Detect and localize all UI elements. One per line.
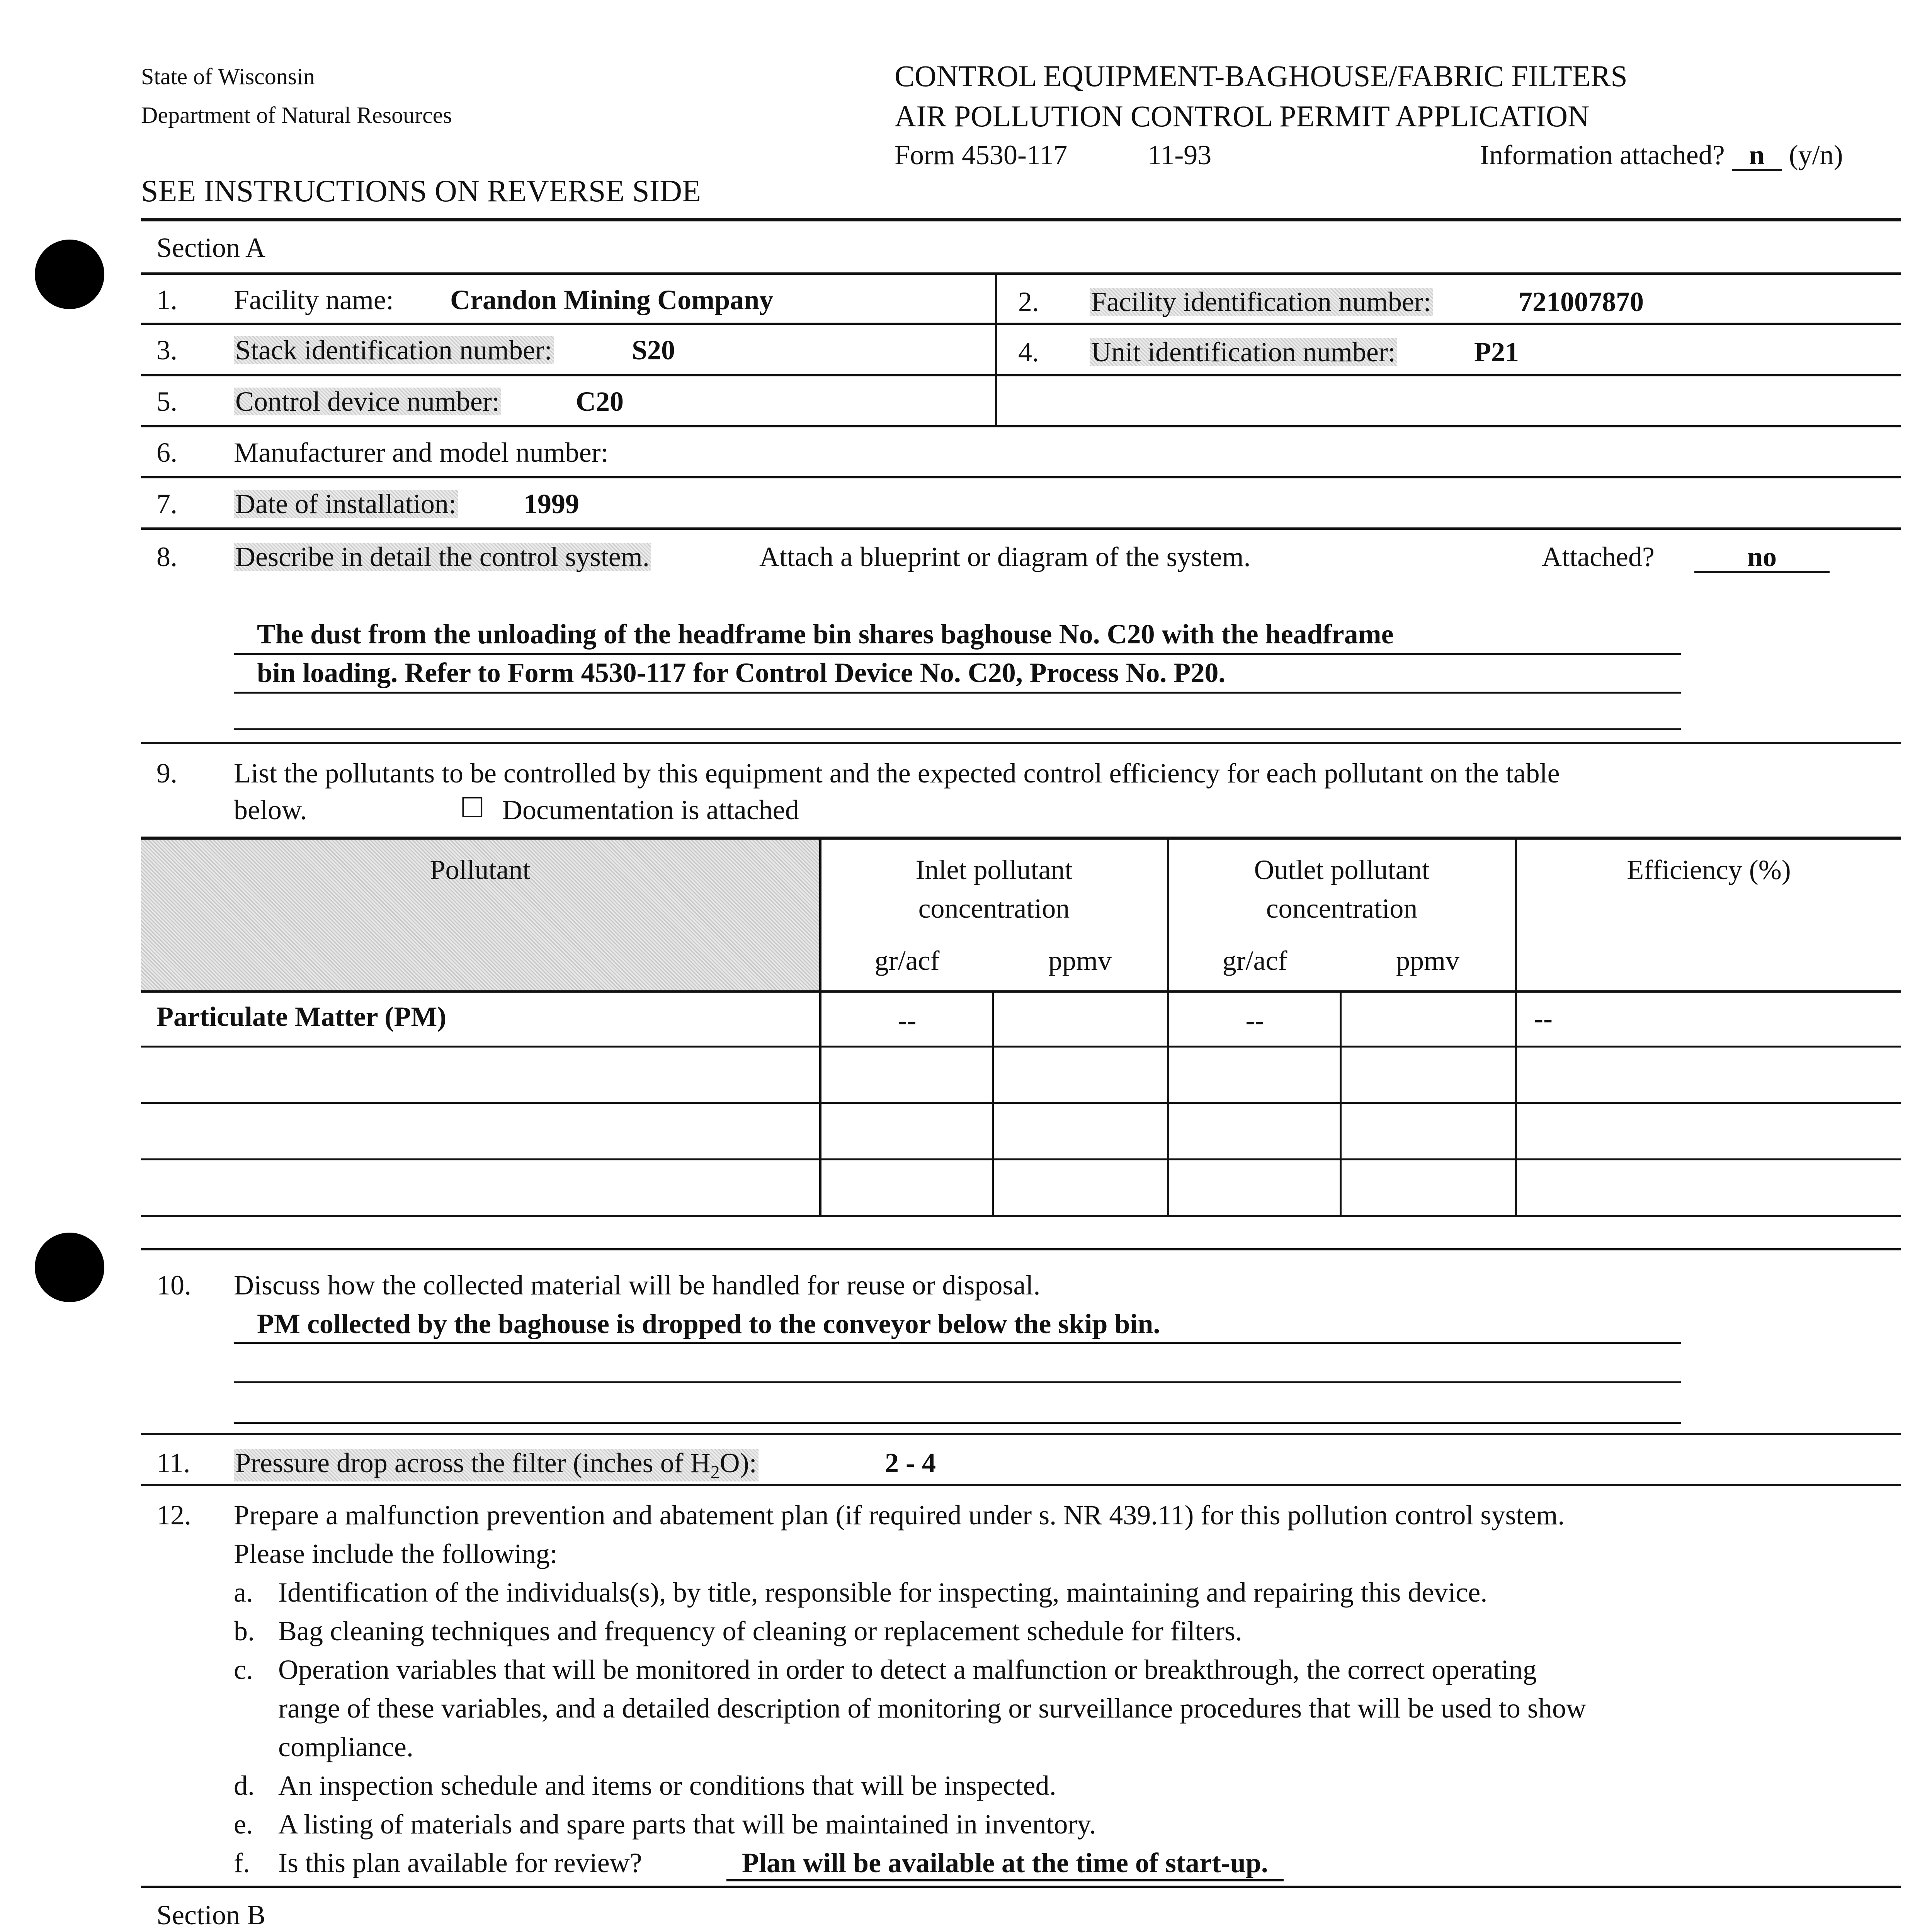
answer-line xyxy=(234,1422,1681,1424)
col-inlet-line2: concentration xyxy=(918,893,1070,924)
q8-num: 8. xyxy=(156,541,177,572)
q4-label: Unit identification number: xyxy=(1090,338,1397,366)
answer-line xyxy=(234,1381,1681,1383)
q8-instruction: Attach a blueprint or diagram of the system. xyxy=(759,541,1251,572)
q12-c-text-line2: range of these variables, and a detailed description of monitoring or surveillance procedures that will be used to show xyxy=(278,1693,1586,1724)
info-attached-label: Information attached? xyxy=(1480,139,1725,170)
documentation-checkbox[interactable]: ☐ xyxy=(460,793,485,823)
table-row-rule xyxy=(141,1158,1901,1160)
q12-d-text: An inspection schedule and items or conditions that will be inspected. xyxy=(278,1770,1056,1801)
q11-label-sub: 2 xyxy=(710,1462,720,1483)
documentation-label: Documentation is attached xyxy=(502,794,799,825)
table-row-inlet-gracf[interactable]: -- xyxy=(898,1005,917,1036)
info-attached xyxy=(1480,141,1843,171)
q4-num: 4. xyxy=(1018,337,1039,367)
rule xyxy=(141,1484,1901,1486)
q10-answer[interactable]: PM collected by the baghouse is dropped to the conveyor below the skip bin. xyxy=(257,1308,1160,1339)
q11-label-post: O): xyxy=(719,1447,757,1478)
q12-b-text: Bag cleaning techniques and frequency of cleaning or replacement schedule for filters. xyxy=(278,1616,1242,1646)
table-row-efficiency[interactable]: -- xyxy=(1534,1003,1553,1034)
rule xyxy=(141,527,1901,530)
sub-outlet-ppmv: ppmv xyxy=(1396,945,1459,976)
table-header-rule xyxy=(141,990,1901,993)
q2-num: 2. xyxy=(1018,286,1039,317)
q12-f-answer[interactable]: Plan will be available at the time of start-up. xyxy=(726,1849,1284,1881)
q11-num: 11. xyxy=(156,1447,190,1478)
q12-f-letter: f. xyxy=(234,1847,250,1878)
q12-num: 12. xyxy=(156,1500,191,1531)
stack-id-value[interactable]: S20 xyxy=(632,335,675,366)
q6-label: Manufacturer and model number: xyxy=(234,437,609,468)
rule xyxy=(141,1433,1901,1435)
col-outlet-line1: Outlet pollutant xyxy=(1254,854,1430,885)
q12-c-text-line3: compliance. xyxy=(278,1731,413,1762)
q12-b-letter: b. xyxy=(234,1616,255,1646)
q12-line1: Prepare a malfunction prevention and abatement plan (if required under s. NR 439.11) for this pollution control system. xyxy=(234,1500,1565,1531)
rule xyxy=(141,323,1901,325)
info-attached-hint: (y/n) xyxy=(1789,139,1843,170)
form-title-line1: CONTROL EQUIPMENT-BAGHOUSE/FABRIC FILTERS xyxy=(895,59,1628,93)
q1-num: 1. xyxy=(156,284,177,315)
answer-line xyxy=(234,692,1681,694)
table-row-rule xyxy=(141,1046,1901,1048)
q1-label: Facility name: xyxy=(234,284,394,315)
q6-num: 6. xyxy=(156,437,177,468)
q12-a-text: Identification of the individuals(s), by title, responsible for inspecting, maintaining and repairing this device. xyxy=(278,1577,1488,1608)
col-pollutant: Pollutant xyxy=(430,854,531,885)
form-date: 11-93 xyxy=(1148,139,1212,170)
q7-num: 7. xyxy=(156,488,177,519)
q12-f-text: Is this plan available for review? xyxy=(278,1847,642,1878)
q8-attached-label: Attached? xyxy=(1542,541,1655,572)
info-attached-value[interactable]: n xyxy=(1732,141,1782,171)
table-row-rule xyxy=(141,1102,1901,1104)
section-b-title: Section B xyxy=(156,1900,265,1930)
answer-line xyxy=(234,653,1681,655)
sub-outlet-gracf: gr/acf xyxy=(1222,945,1287,976)
sub-inlet-ppmv: ppmv xyxy=(1048,945,1112,976)
column-divider xyxy=(995,272,997,426)
q12-e-text: A listing of materials and spare parts that will be maintained in inventory. xyxy=(278,1809,1096,1840)
q8-answer-line2[interactable]: bin loading. Refer to Form 4530-117 for Control Device No. C20, Process No. P20. xyxy=(257,657,1226,688)
instructions-note: SEE INSTRUCTIONS ON REVERSE SIDE xyxy=(141,174,701,208)
q12-d-letter: d. xyxy=(234,1770,255,1801)
q8-label: Describe in detail the control system. xyxy=(234,543,651,571)
q12-a-letter: a. xyxy=(234,1577,253,1608)
unit-id-value[interactable]: P21 xyxy=(1474,337,1519,367)
facility-id-value[interactable]: 721007870 xyxy=(1519,286,1644,317)
facility-name-value[interactable]: Crandon Mining Company xyxy=(450,284,774,315)
form-number: Form 4530-117 xyxy=(895,139,1068,170)
rule xyxy=(141,425,1901,427)
q9-num: 9. xyxy=(156,758,177,789)
table-bottom-rule xyxy=(141,1215,1901,1217)
answer-line xyxy=(234,1342,1681,1344)
q12-e-letter: e. xyxy=(234,1809,253,1840)
pressure-drop-value[interactable]: 2 - 4 xyxy=(885,1447,936,1478)
table-row-pollutant[interactable]: Particulate Matter (PM) xyxy=(156,1001,447,1032)
rule xyxy=(141,1886,1901,1888)
q8-attached-value[interactable]: no xyxy=(1694,543,1830,573)
q9-text-line2: below. xyxy=(234,794,307,825)
q8-answer-line1[interactable]: The dust from the unloading of the headframe bin shares baghouse No. C20 with the headframe xyxy=(257,619,1394,650)
q5-label: Control device number: xyxy=(234,388,501,415)
q11-label-pre: Pressure drop across the filter (inches of H xyxy=(235,1447,711,1478)
answer-line xyxy=(234,728,1681,730)
punch-hole-middle xyxy=(35,1233,104,1302)
rule xyxy=(141,742,1901,744)
section-a-title: Section A xyxy=(156,232,265,263)
table-top-rule xyxy=(141,837,1901,840)
rule xyxy=(141,1248,1901,1250)
q3-num: 3. xyxy=(156,335,177,366)
installation-date-value[interactable]: 1999 xyxy=(524,488,579,519)
q10-label: Discuss how the collected material will be handled for reuse or disposal. xyxy=(234,1270,1041,1301)
q2-label: Facility identification number: xyxy=(1090,288,1433,316)
q10-num: 10. xyxy=(156,1270,191,1301)
q11-label xyxy=(234,1449,759,1481)
q5-num: 5. xyxy=(156,386,177,417)
control-device-value[interactable]: C20 xyxy=(576,386,624,417)
q3-label: Stack identification number: xyxy=(234,336,554,364)
col-efficiency: Efficiency (%) xyxy=(1627,854,1791,885)
q7-label: Date of installation: xyxy=(234,490,458,518)
form-title-line2: AIR POLLUTION CONTROL PERMIT APPLICATION xyxy=(895,99,1590,133)
col-inlet-line1: Inlet pollutant xyxy=(915,854,1073,885)
q12-line2: Please include the following: xyxy=(234,1538,558,1569)
rule xyxy=(141,476,1901,478)
table-vline xyxy=(1515,837,1517,1217)
rule xyxy=(141,218,1901,221)
agency-line1: State of Wisconsin xyxy=(141,64,315,89)
rule xyxy=(141,272,1901,275)
sub-inlet-gracf: gr/acf xyxy=(874,945,940,976)
table-row-outlet-gracf[interactable]: -- xyxy=(1245,1005,1264,1036)
rule xyxy=(141,374,1901,376)
col-outlet-line2: concentration xyxy=(1266,893,1418,924)
q12-c-text-line1: Operation variables that will be monitored in order to detect a malfunction or breakthrough, the correct operating xyxy=(278,1654,1537,1685)
punch-hole-top xyxy=(35,240,104,309)
agency-line2: Department of Natural Resources xyxy=(141,102,452,128)
q9-text-line1: List the pollutants to be controlled by this equipment and the expected control efficiency for each pollutant on the table xyxy=(234,758,1560,789)
q12-c-letter: c. xyxy=(234,1654,253,1685)
